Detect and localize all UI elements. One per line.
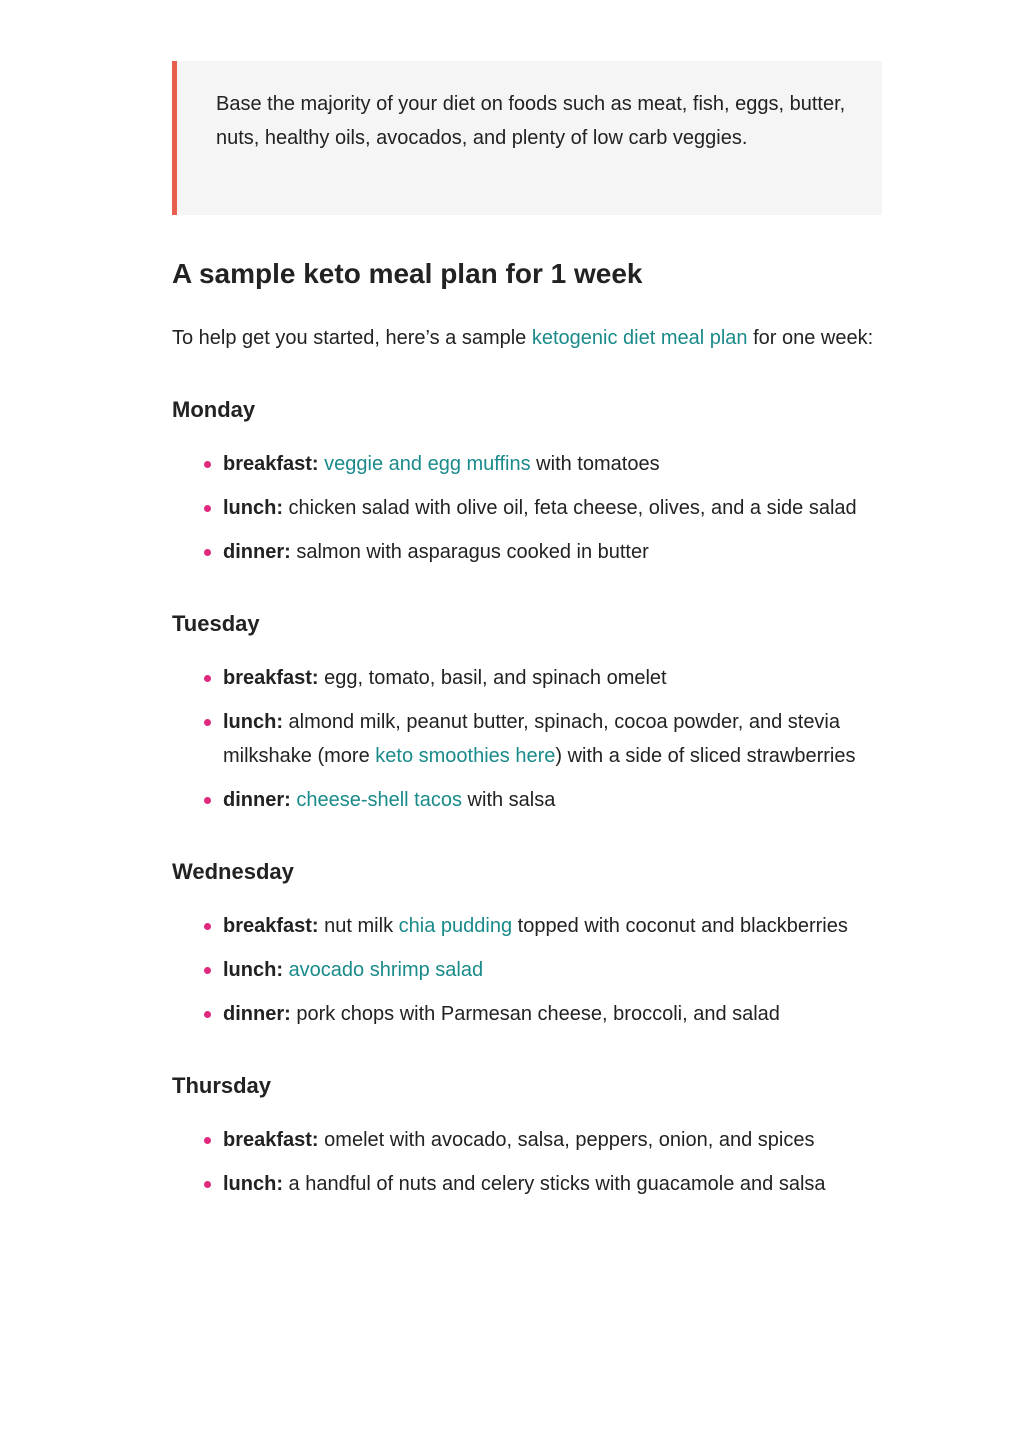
avocado-shrimp-salad-link[interactable]: avocado shrimp salad <box>288 959 484 981</box>
list-item <box>223 491 882 525</box>
meal-text: almond milk, peanut butter, spinach, cocoa powder, and stevia milkshake (more <box>223 711 841 767</box>
list-item <box>223 953 882 987</box>
day-heading-wednesday: Wednesday <box>172 859 294 884</box>
list-item <box>223 1123 882 1157</box>
bullet-icon <box>204 1137 211 1144</box>
ketogenic-meal-plan-link[interactable]: ketogenic diet meal plan <box>531 327 748 349</box>
meal-text: with tomatoes <box>530 453 660 475</box>
meal-text: salmon with asparagus cooked in butter <box>290 541 649 563</box>
meal-text: egg, tomato, basil, and spinach omelet <box>318 667 667 689</box>
meal-text: pork chops with Parmesan cheese, broccoli, and salad <box>290 1003 780 1025</box>
meal-label: dinner: <box>223 789 291 811</box>
list-item <box>223 997 882 1031</box>
bullet-icon <box>204 675 211 682</box>
meal-list-wednesday <box>172 909 882 1031</box>
day-heading-thursday: Thursday <box>172 1073 272 1098</box>
key-takeaway-callout <box>172 61 882 215</box>
bullet-icon <box>204 461 211 468</box>
meal-list-monday <box>172 447 882 569</box>
intro-paragraph <box>172 321 882 355</box>
list-item <box>223 1167 882 1201</box>
callout-text: Base the majority of your diet on foods such as meat, fish, eggs, butter, nuts, healthy oils, avocados, and plenty of low carb veggies. <box>216 93 846 149</box>
meal-label: lunch: <box>223 959 283 981</box>
meal-label: lunch: <box>223 711 283 733</box>
meal-text: nut milk <box>318 915 399 937</box>
meal-list-thursday <box>172 1123 882 1201</box>
meal-list-tuesday <box>172 661 882 817</box>
list-item <box>223 535 882 569</box>
meal-label: breakfast: <box>223 915 319 937</box>
bullet-icon <box>204 1181 211 1188</box>
meal-text: omelet with avocado, salsa, peppers, onion, and spices <box>318 1129 815 1151</box>
list-item <box>223 447 882 481</box>
bullet-icon <box>204 967 211 974</box>
meal-text: with salsa <box>462 789 556 811</box>
meal-text: chicken salad with olive oil, feta cheese, olives, and a side salad <box>283 497 857 519</box>
bullet-icon <box>204 797 211 804</box>
list-item <box>223 909 882 943</box>
day-heading-monday: Monday <box>172 397 256 422</box>
day-heading-tuesday: Tuesday <box>172 611 260 636</box>
list-item <box>223 705 882 773</box>
meal-label: lunch: <box>223 497 283 519</box>
meal-label: breakfast: <box>223 1129 319 1151</box>
bullet-icon <box>204 549 211 556</box>
keto-smoothies-link[interactable]: keto smoothies here <box>375 745 556 767</box>
article-body <box>172 61 882 1211</box>
bullet-icon <box>204 923 211 930</box>
meal-text: topped with coconut and blackberries <box>512 915 848 937</box>
chia-pudding-link[interactable]: chia pudding <box>398 915 513 937</box>
section-title: A sample keto meal plan for 1 week <box>172 258 643 289</box>
intro-text-before: To help get you started, here’s a sample <box>172 327 532 349</box>
cheese-shell-tacos-link[interactable]: cheese-shell tacos <box>296 789 462 811</box>
meal-label: breakfast: <box>223 667 319 689</box>
meal-text: a handful of nuts and celery sticks with guacamole and salsa <box>283 1173 826 1195</box>
bullet-icon <box>204 719 211 726</box>
bullet-icon <box>204 505 211 512</box>
meal-label: dinner: <box>223 1003 291 1025</box>
bullet-icon <box>204 1011 211 1018</box>
intro-text-after: for one week: <box>747 327 874 349</box>
veggie-egg-muffins-link[interactable]: veggie and egg muffins <box>324 453 531 475</box>
meal-label: lunch: <box>223 1173 283 1195</box>
meal-label: dinner: <box>223 541 291 563</box>
meal-label: breakfast: <box>223 453 319 475</box>
list-item <box>223 783 882 817</box>
meal-text: ) with a side of sliced strawberries <box>555 745 856 767</box>
list-item <box>223 661 882 695</box>
